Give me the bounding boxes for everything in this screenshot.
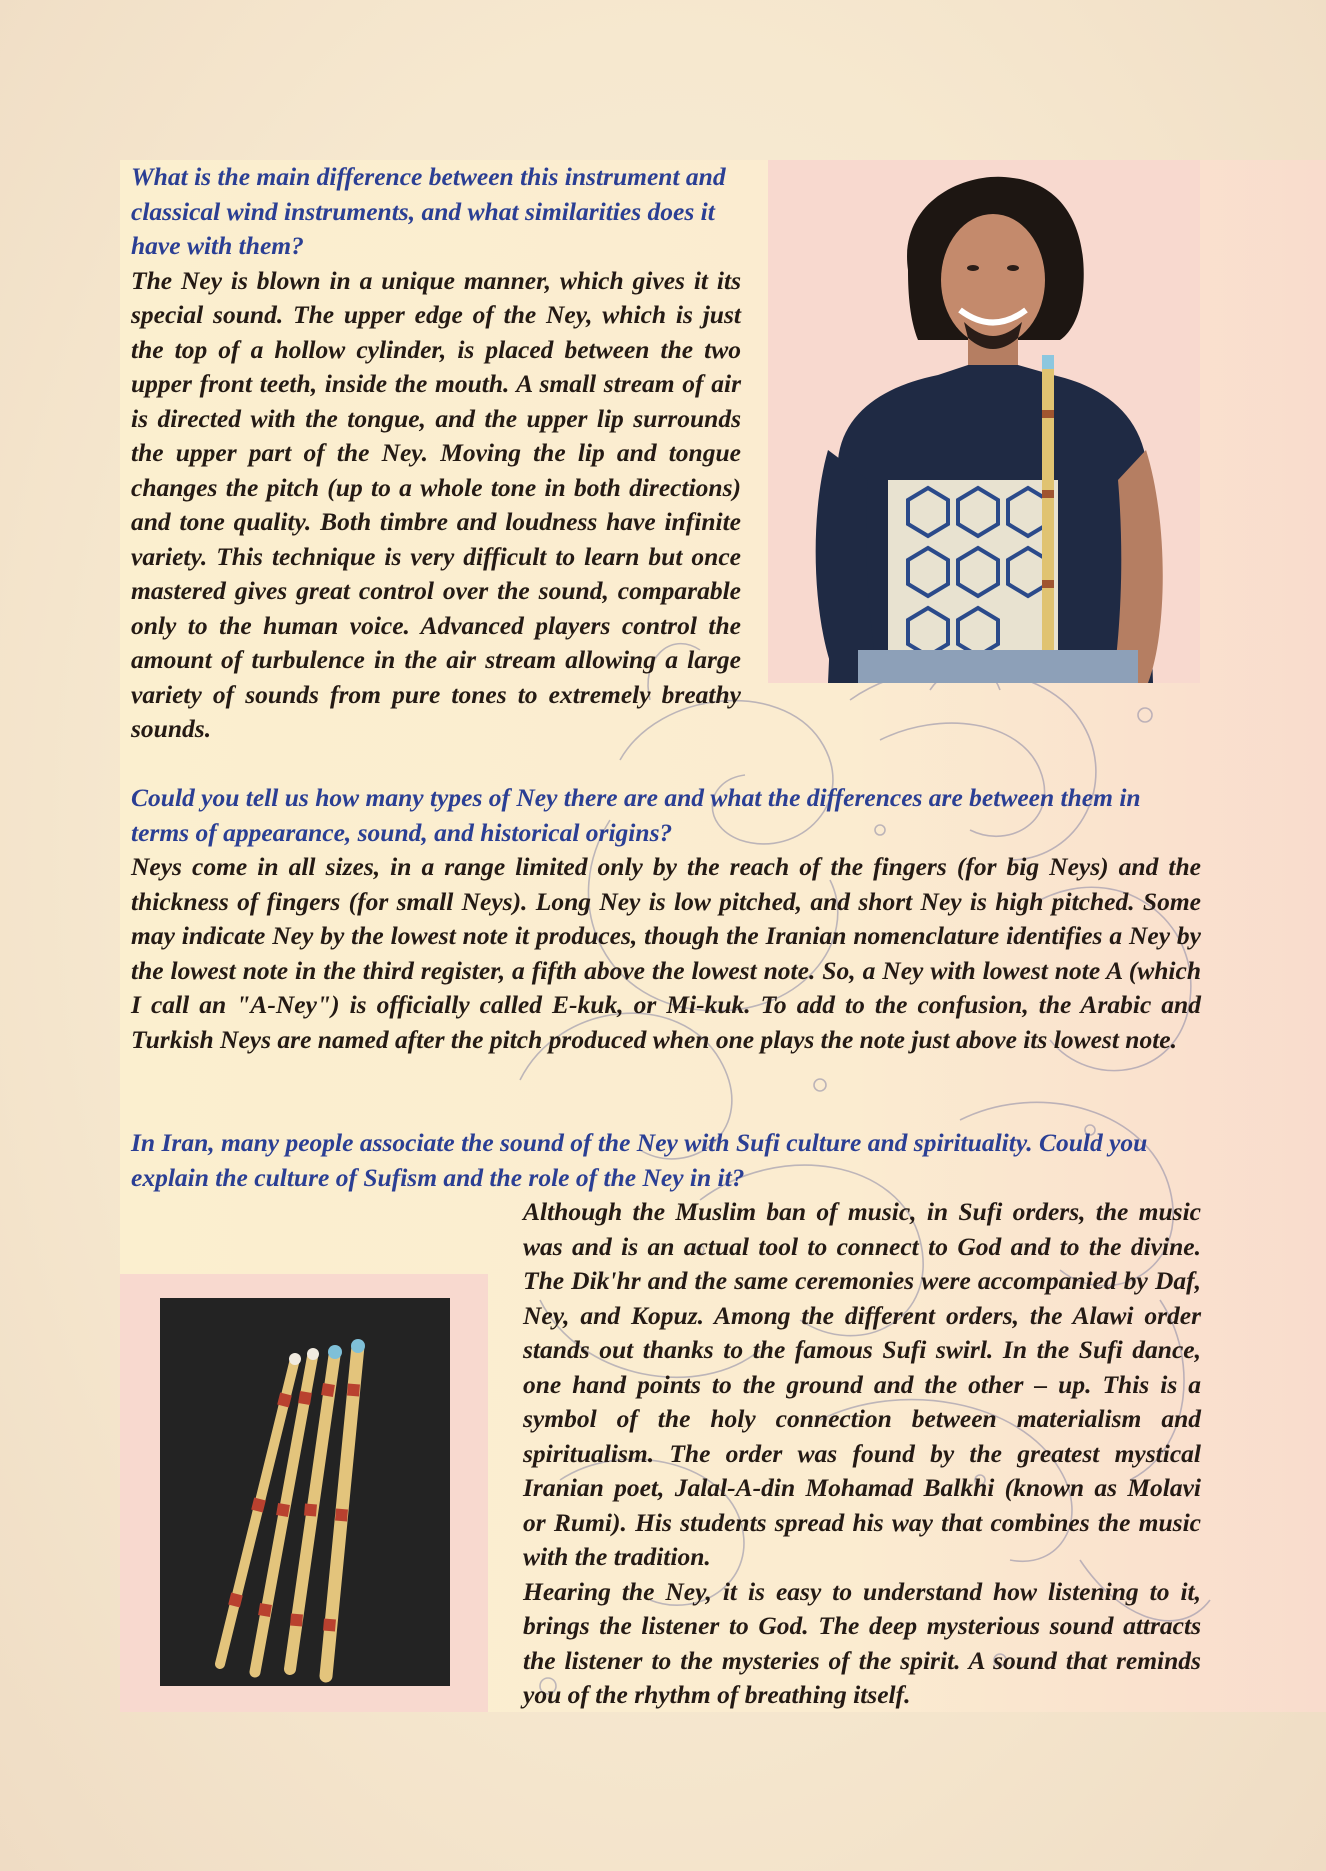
answer-3-paragraph-1: Although the Muslim ban of music, in Sufi orders, the music was and is an actual tool to connect to God and to the divine. The Dik'hr and the same ceremonies were accompanied by Daf, Ney, and Kopuz. Among the different orders, the Alawi order stands out thanks to the famous Sufi swirl. In the Sufi dance, one hand points to the ground and the other – up. This is a symbol of the holy connection between materialism and spiritualism. The order was found by the greatest mystical Iranian poet, Jalal-A-din Mohamad Balkhi (known as Molavi or Rumi). His students spread his way that combines the music with the tradition. bbox=[523, 1197, 1201, 1571]
image-wrap-spacer bbox=[131, 1267, 523, 1687]
section-sufism bbox=[131, 1126, 1201, 1713]
question-1: What is the main difference between this instrument and classical wind instruments, and what similarities does it have with them? bbox=[131, 162, 726, 260]
answer-3-paragraph-2: Hearing the Ney, it is easy to understand how listening to it, brings the listener to God. The deep mysterious sound attracts the listener to the mysteries of the spirit. A sound that reminds you of the rhythm of breathing itself. bbox=[523, 1576, 1201, 1709]
portrait-image bbox=[768, 160, 1200, 683]
answer-1: The Ney is blown in a unique manner, which gives it its special sound. The upper edge of the Ney, which is just the top of a hollow cylinder, is placed between the two upper front teeth, inside the mouth. A small stream of air is directed with the tongue, and the upper lip surrounds the upper part of the Ney. Moving the lip and tongue changes the pitch (up to a whole tone in both directions) and tone quality. Both timbre and loudness have infinite variety. This technique is very difficult to learn but once mastered gives great control over the sound, comparable only to the human voice. Advanced players control the amount of turbulence in the air stream allowing a large variety of sounds from pure tones to extremely breathy sounds. bbox=[131, 265, 741, 743]
question-2: Could you tell us how many types of Ney there are and what the differences are between them in terms of appearance, sound, and historical origins? bbox=[131, 783, 1141, 847]
portrait-photo bbox=[768, 160, 1200, 683]
section-instrument-difference bbox=[131, 160, 741, 747]
section-ney-types bbox=[131, 781, 1201, 1057]
answer-2: Neys come in all sizes, in a range limited only by the reach of the fingers (for big Neys) and the thickness of fingers (for small Neys). Long Ney is low pitched, and short Ney is high pitched. Some may indicate Ney by the lowest note it produces, though the Iranian nomenclature identifies a Ney by the lowest note in the third register, a fifth above the lowest note. So, a Ney with lowest note A (which I call an "A-Ney") is officially called E-kuk, or Mi-kuk. To add to the confusion, the Arabic and Turkish Neys are named after the pitch produced when one plays the note just above its lowest note. bbox=[131, 852, 1201, 1054]
question-3: In Iran, many people associate the sound of the Ney with Sufi culture and spirituality. Could you explain the culture of Sufism and the role of the Ney in it? bbox=[131, 1128, 1148, 1192]
